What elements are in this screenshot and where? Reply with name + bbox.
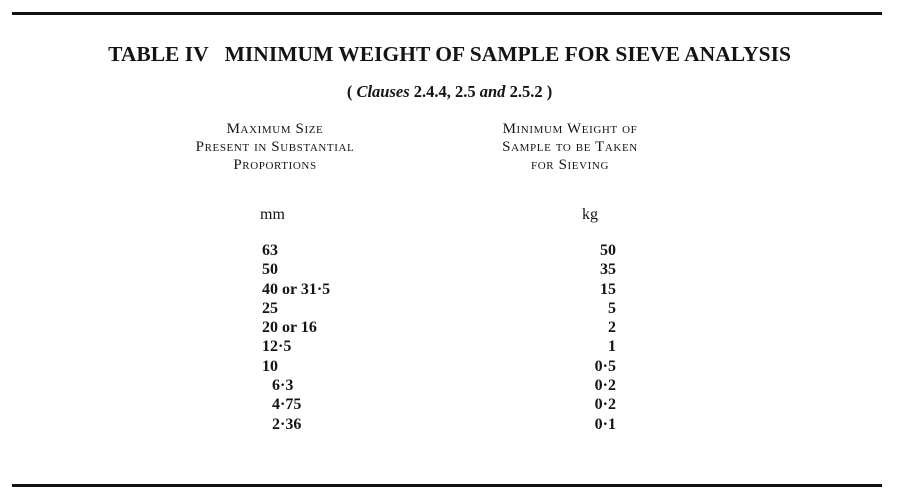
weight-cell: 0·2 bbox=[594, 377, 616, 395]
column-header-line: Minimum Weight of bbox=[502, 121, 638, 137]
table-row bbox=[0, 396, 899, 415]
table-row bbox=[0, 319, 899, 338]
clauses-word: Clauses bbox=[356, 82, 410, 101]
weight-cell: 35 bbox=[600, 261, 616, 279]
clauses-last: 2.5.2 bbox=[509, 82, 543, 101]
column-header-line: for Sieving bbox=[531, 157, 609, 173]
size-cell: 10 bbox=[262, 357, 278, 375]
table-row bbox=[0, 377, 899, 396]
weight-cell: 0·5 bbox=[594, 357, 616, 375]
table-title bbox=[0, 42, 899, 67]
weight-cell: 5 bbox=[608, 299, 616, 317]
clause-references: ( Clauses 2.4.4, 2.5 and 2.5.2 ) bbox=[346, 82, 553, 101]
weight-cell: 15 bbox=[600, 280, 616, 298]
size-cell: 6·3 bbox=[272, 377, 294, 395]
column-header-line: Present in Substantial bbox=[195, 139, 355, 155]
table-row bbox=[0, 338, 899, 357]
size-cell: 20 or 16 bbox=[262, 319, 317, 337]
weight-cell: 0·2 bbox=[594, 396, 616, 414]
table-number: TABLE IV bbox=[108, 42, 209, 66]
size-cell: 2·36 bbox=[272, 415, 302, 433]
column-header-line: Proportions bbox=[233, 157, 317, 173]
weight-cell: 0·1 bbox=[594, 415, 616, 433]
table-title-text: MINIMUM WEIGHT OF SAMPLE FOR SIEVE ANALYSIS bbox=[224, 42, 791, 66]
clauses-and: and bbox=[479, 82, 506, 101]
size-cell: 63 bbox=[262, 242, 278, 259]
table-row bbox=[0, 300, 899, 319]
table-row bbox=[0, 242, 899, 261]
size-cell: 25 bbox=[262, 299, 278, 317]
weight-cell: 50 bbox=[600, 242, 616, 259]
weight-cell: 1 bbox=[608, 338, 616, 356]
table-body bbox=[0, 242, 899, 435]
clauses-refs: 2.4.4, 2.5 bbox=[413, 82, 476, 101]
top-rule bbox=[12, 12, 882, 15]
size-cell: 12·5 bbox=[262, 338, 292, 356]
table-row bbox=[0, 358, 899, 377]
unit-kg: kg bbox=[582, 206, 598, 223]
column-header-min-weight bbox=[450, 120, 690, 174]
size-cell: 50 bbox=[262, 261, 278, 279]
size-cell: 4·75 bbox=[272, 396, 302, 414]
weight-cell: 2 bbox=[608, 319, 616, 337]
column-header-line: Maximum Size bbox=[226, 121, 324, 137]
bottom-rule bbox=[12, 484, 882, 487]
column-header-max-size bbox=[165, 120, 385, 174]
table-row bbox=[0, 261, 899, 280]
table-row bbox=[0, 416, 899, 435]
column-header-line: Sample to be Taken bbox=[502, 139, 638, 155]
size-cell: 40 or 31·5 bbox=[262, 280, 331, 298]
unit-mm: mm bbox=[260, 206, 285, 223]
table-row bbox=[0, 281, 899, 300]
